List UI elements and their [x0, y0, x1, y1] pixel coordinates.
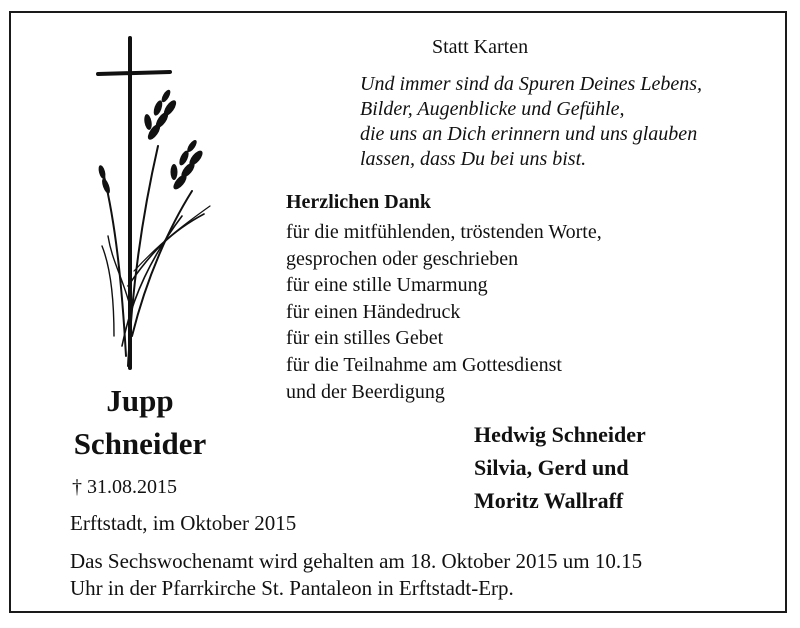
cross-with-wheat-icon [92, 36, 212, 372]
thanks-line: für die mitfühlenden, tröstenden Worte, [286, 221, 602, 243]
service-line: Das Sechswochenamt wird gehalten am 18. Oktober 2015 um 10.15 [70, 549, 643, 573]
thanks-list [286, 219, 602, 405]
thanks-line: für eine stille Umarmung [286, 274, 488, 297]
thanks-line: für die Teilnahme am Gottesdienst [286, 353, 562, 376]
family-line: Moritz Wallraff [474, 488, 624, 513]
service-announcement [70, 548, 642, 602]
thanks-line: für ein stilles Gebet [286, 327, 444, 350]
thanks-line: für einen Händedruck [286, 300, 461, 323]
place-and-date: Erftstadt, im Oktober 2015 [70, 511, 297, 535]
family-line: Silvia, Gerd und [474, 455, 629, 480]
poem-line: lassen, dass Du bei uns bist. [360, 148, 587, 170]
thanks-heading: Herzlichen Dank [286, 191, 431, 213]
death-date: † 31.08.2015 [72, 476, 177, 498]
deceased-first-name: Jupp [106, 383, 174, 418]
thanks-line: und der Beerdigung [286, 380, 445, 403]
deceased-last-name: Schneider [73, 426, 207, 461]
poem [360, 72, 702, 172]
poem-line: Und immer sind da Spuren Deines Lebens, [360, 73, 703, 95]
thanks-line: gesprochen oder geschrieben [286, 247, 519, 270]
poem-line: Bilder, Augenblicke und Gefühle, [360, 98, 625, 120]
family-signature [474, 418, 646, 517]
family-line: Hedwig Schneider [474, 422, 646, 447]
service-line: Uhr in der Pfarrkirche St. Pantaleon in Erftstadt-Erp. [70, 576, 514, 600]
poem-line: die uns an Dich erinnern und uns glauben [360, 123, 698, 145]
statt-karten-label: Statt Karten [432, 36, 529, 58]
